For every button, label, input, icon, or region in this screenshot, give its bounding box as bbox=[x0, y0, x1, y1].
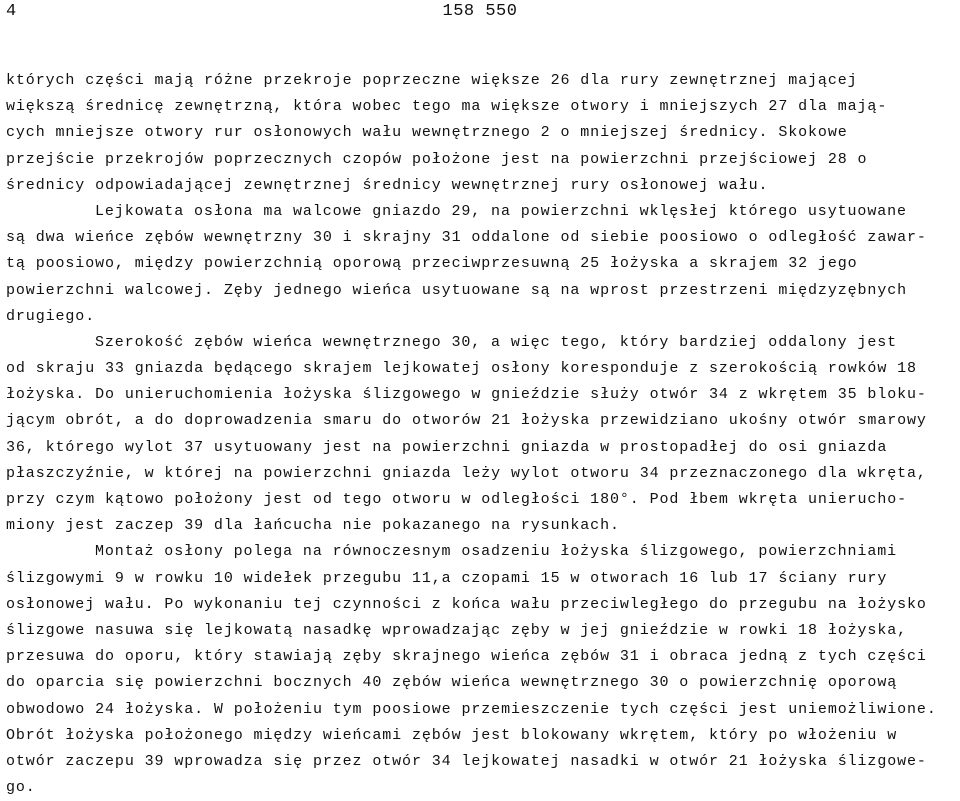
text-line: otwór zaczepu 39 wprowadza się przez otwór 34 lejkowatej nasadki w otwór 21 łożyska ślizgowe- bbox=[6, 752, 927, 770]
page-header bbox=[0, 2, 960, 28]
text-line: których części mają różne przekroje poprzeczne większe 26 dla rury zewnętrznej mającej bbox=[6, 72, 858, 89]
text-line: płaszczyźnie, w której na powierzchni gniazda leży wylot otworu 34 przeznaczonego dla wkręta, bbox=[6, 464, 927, 482]
text-line: tą poosiowo, między powierzchnią oporową przeciwprzesuwną 25 łożyska a skrajem 32 jego bbox=[6, 255, 858, 273]
text-line: średnicy odpowiadającej zewnętrznej średnicy wewnętrznej rury osłonowej wału. bbox=[6, 176, 769, 194]
text-line: miony jest zaczep 39 dla łańcucha nie pokazanego na rysunkach. bbox=[6, 517, 620, 535]
text-line: cych mniejsze otwory rur osłonowych wału wewnętrznego 2 o mniejszej średnicy. Skokowe bbox=[6, 124, 848, 142]
page-number: 4 bbox=[6, 2, 17, 21]
document-number: 158 550 bbox=[442, 2, 518, 21]
text-line: przejście przekrojów poprzecznych czopów położone jest na powierzchni przejściowej 28 o bbox=[6, 150, 868, 168]
text-line: Szerokość zębów wieńca wewnętrznego 30, a więc tego, który bardziej oddalony jest bbox=[95, 333, 898, 351]
text-line: przy czym kątowo położony jest od tego otworu w odległości 180°. Pod łbem wkręta unierucho- bbox=[6, 491, 908, 508]
text-line: łożyska. Do unieruchomienia łożyska ślizgowego w gnieździe służy otwór 34 z wkrętem 35 bloku- bbox=[6, 386, 927, 404]
text-line: przesuwa do oporu, który stawiają zęby skrajnego wieńca zębów 31 i obraca jedną z tych części bbox=[6, 648, 927, 666]
text-line: osłonowej wału. Po wykonaniu tej czynności z końca wału przeciwległego do przegubu na łożysko bbox=[6, 595, 927, 613]
text-line: go. bbox=[6, 779, 36, 797]
text-line: Montaż osłony polega na równoczesnym osadzeniu łożyska ślizgowego, powierzchniami bbox=[95, 543, 898, 561]
body-text bbox=[6, 68, 956, 801]
text-line: drugiego. bbox=[6, 307, 96, 325]
text-line: ślizgowymi 9 w rowku 10 widełek przegubu 11,a czopami 15 w otworach 16 lub 17 ściany rury bbox=[6, 569, 888, 587]
text-line: do oparcia się powierzchni bocznych 40 zębów wieńca wewnętrznego 30 o powierzchnię oporową bbox=[6, 674, 898, 692]
text-line: ślizgowe nasuwa się lejkowatą nasadkę wprowadzając zęby w jej gnieździe w rowki 18 łożyska, bbox=[6, 621, 908, 639]
text-line: od skraju 33 gniazda będącego skrajem lejkowatej osłony koresponduje z szerokością rowków 18 bbox=[6, 360, 917, 378]
text-line: jącym obrót, a do doprowadzenia smaru do otworów 21 łożyska przewidziano ukośny otwór smarowy bbox=[6, 412, 927, 430]
text-line: są dwa wieńce zębów wewnętrzny 30 i skrajny 31 oddalone od siebie poosiowo o odległość zawar- bbox=[6, 229, 927, 247]
text-line: Lejkowata osłona ma walcowe gniazdo 29, na powierzchni wklęsłej którego usytuowane bbox=[95, 202, 907, 220]
text-line: Obrót łożyska położonego między wieńcami zębów jest blokowany wkrętem, który po włożeniu w bbox=[6, 726, 898, 744]
text-line: 36, którego wylot 37 usytuowany jest na powierzchni gniazda w prostopadłej do osi gniazda bbox=[6, 438, 888, 456]
text-line: powierzchni walcowej. Zęby jednego wieńca usytuowane są na wprost przestrzeni międzyzębnych bbox=[6, 281, 908, 299]
text-line: większą średnicę zewnętrzną, która wobec tego ma większe otwory i mniejszych 27 dla mają- bbox=[6, 98, 888, 116]
text-line: obwodowo 24 łożyska. W położeniu tym poosiowe przemieszczenie tych części jest uniemożliwione. bbox=[6, 700, 937, 718]
